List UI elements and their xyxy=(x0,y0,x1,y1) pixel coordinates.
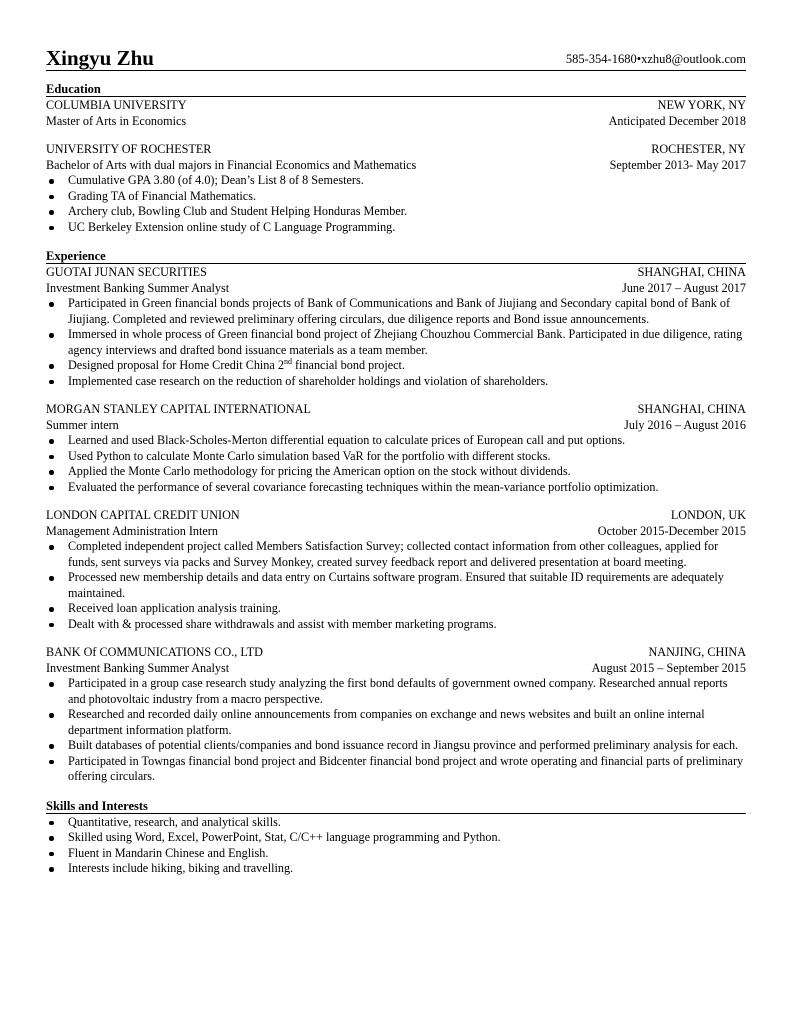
institution-name: COLUMBIA UNIVERSITY xyxy=(46,98,187,112)
bullet-item: Participated in a group case research study analyzing the first bond defaults of government owned company. Researched annual reports and photovoltaic industry from a macro perspective. xyxy=(46,676,746,707)
job-title: Management Administration Intern xyxy=(46,523,218,538)
bullet-icon xyxy=(49,210,54,215)
bullet-icon xyxy=(49,713,54,718)
bullet-item: Researched and recorded daily online announcements from companies on exchange and news websites and built an online internal department information platform. xyxy=(46,707,746,738)
experience-entry xyxy=(46,645,746,785)
bullet-icon xyxy=(49,302,54,307)
bullet-list xyxy=(46,676,746,785)
resume-page xyxy=(46,46,746,877)
location: SHANGHAI, CHINA xyxy=(637,265,746,279)
experience-section xyxy=(46,249,746,785)
bullet-icon xyxy=(49,867,54,872)
section-divider xyxy=(46,96,746,97)
location: NEW YORK, NY xyxy=(657,98,746,112)
header-divider xyxy=(46,70,746,71)
bullet-list xyxy=(46,296,746,389)
bullet-item: Grading TA of Financial Mathematics. xyxy=(46,189,746,205)
education-section xyxy=(46,82,746,235)
bullet-icon xyxy=(49,760,54,765)
section-title: Skills and Interests xyxy=(46,798,148,813)
bullet-item: Processed new membership details and data entry on Curtains software program. Ensured that suitable ID requirements are adequately maintained. xyxy=(46,570,746,601)
company-name: LONDON CAPITAL CREDIT UNION xyxy=(46,508,240,522)
job-title: Investment Banking Summer Analyst xyxy=(46,280,230,295)
company-name: GUOTAI JUNAN SECURITIES xyxy=(46,265,207,279)
location: ROCHESTER, NY xyxy=(651,142,746,156)
bullet-icon xyxy=(49,455,54,460)
bullet-icon xyxy=(49,470,54,475)
bullet-icon xyxy=(49,439,54,444)
education-entry xyxy=(46,98,746,129)
candidate-name: Xingyu Zhu xyxy=(46,46,154,70)
section-divider xyxy=(46,813,746,814)
degree: Bachelor of Arts with dual majors in Financial Economics and Mathematics xyxy=(46,157,417,172)
bullet-icon xyxy=(49,364,54,369)
bullet-icon xyxy=(49,226,54,231)
bullet-item: Participated in Towngas financial bond project and Bidcenter financial bond project and wrote operating and financial parts of preliminary offering circulars. xyxy=(46,754,746,785)
bullet-list xyxy=(46,539,746,632)
section-title: Experience xyxy=(46,249,106,263)
experience-entry xyxy=(46,265,746,389)
bullet-icon xyxy=(49,821,54,826)
location: SHANGHAI, CHINA xyxy=(637,402,746,416)
bullet-item: Immersed in whole process of Green financial bond project of Zhejiang Chouzhou Commercial Bank. Participated in due diligence, rating agency interviews and drafted bond issuance materials as a team member. xyxy=(46,327,746,358)
skills-section xyxy=(46,799,746,877)
date-range: Anticipated December 2018 xyxy=(608,113,746,128)
bullet-icon xyxy=(49,380,54,385)
date-range: June 2017 – August 2017 xyxy=(622,280,746,295)
bullet-icon xyxy=(49,333,54,338)
job-title: Investment Banking Summer Analyst xyxy=(46,660,230,675)
resume-header xyxy=(46,46,746,70)
bullet-item: Participated in Green financial bonds projects of Bank of Communications and Bank of Jiujiang and Secondary capital bond of Bank of Jiujiang. Completed and reviewed preliminary offering circulars, due diligence reports and Bond issue announcements. xyxy=(46,296,746,327)
location: NANJING, CHINA xyxy=(648,645,746,659)
experience-entry xyxy=(46,508,746,632)
bullet-item: Received loan application analysis training. xyxy=(46,601,746,617)
company-name: BANK Of COMMUNICATIONS CO., LTD xyxy=(46,645,263,659)
date-range: October 2015-December 2015 xyxy=(597,523,746,538)
bullet-icon xyxy=(49,836,54,841)
bullet-icon xyxy=(49,179,54,184)
bullet-icon xyxy=(49,576,54,581)
bullet-item: Designed proposal for Home Credit China 2nd financial bond project. xyxy=(46,358,746,374)
degree: Master of Arts in Economics xyxy=(46,113,187,128)
date-range: July 2016 – August 2016 xyxy=(624,417,746,432)
bullet-item: Completed independent project called Members Satisfaction Survey; collected contact information from other colleagues, applied for funds, sent surveys via packs and Survey Monkey, created survey feedback report and delivered presentation at board meeting. xyxy=(46,539,746,570)
bullet-item: Learned and used Black-Scholes-Merton differential equation to calculate prices of European call and put options. xyxy=(46,433,746,449)
bullet-icon xyxy=(49,195,54,200)
job-title: Summer intern xyxy=(46,417,119,432)
bullet-item: Archery club, Bowling Club and Student Helping Honduras Member. xyxy=(46,204,746,220)
bullet-item: UC Berkeley Extension online study of C Language Programming. xyxy=(46,220,746,236)
bullet-item: Fluent in Mandarin Chinese and English. xyxy=(46,846,746,862)
bullet-item: Built databases of potential clients/companies and bond issuance record in Jiangsu province and performed preliminary analysis for each. xyxy=(46,738,746,754)
bullet-icon xyxy=(49,545,54,550)
bullet-item: Applied the Monte Carlo methodology for pricing the American option on the stock without dividends. xyxy=(46,464,746,480)
bullet-icon xyxy=(49,623,54,628)
experience-entry xyxy=(46,402,746,495)
bullet-item: Evaluated the performance of several covariance forecasting techniques within the mean-variance portfolio optimization. xyxy=(46,480,746,496)
bullet-item: Quantitative, research, and analytical skills. xyxy=(46,815,746,831)
date-range: September 2013- May 2017 xyxy=(609,157,746,172)
institution-name: UNIVERSITY OF ROCHESTER xyxy=(46,142,212,156)
bullet-item: Skilled using Word, Excel, PowerPoint, Stat, C/C++ language programming and Python. xyxy=(46,830,746,846)
bullet-icon xyxy=(49,744,54,749)
section-title: Education xyxy=(46,82,101,96)
section-divider xyxy=(46,263,746,264)
date-range: August 2015 – September 2015 xyxy=(591,660,746,675)
bullet-item: Interests include hiking, biking and travelling. xyxy=(46,861,746,877)
bullet-list xyxy=(46,433,746,495)
contact-info: 585-354-1680•xzhu8@outlook.com xyxy=(565,52,746,66)
bullet-icon xyxy=(49,682,54,687)
bullet-icon xyxy=(49,486,54,491)
bullet-icon xyxy=(49,607,54,612)
bullet-item: Implemented case research on the reduction of shareholder holdings and violation of shareholders. xyxy=(46,374,746,390)
bullet-item: Dealt with & processed share withdrawals and assist with member marketing programs. xyxy=(46,617,746,633)
bullet-item: Used Python to calculate Monte Carlo simulation based VaR for the portfolio with different stocks. xyxy=(46,449,746,465)
education-entry xyxy=(46,142,746,235)
company-name: MORGAN STANLEY CAPITAL INTERNATIONAL xyxy=(46,402,311,416)
bullet-list xyxy=(46,173,746,235)
bullet-list xyxy=(46,815,746,877)
bullet-icon xyxy=(49,852,54,857)
bullet-item: Cumulative GPA 3.80 (of 4.0); Dean’s List 8 of 8 Semesters. xyxy=(46,173,746,189)
location: LONDON, UK xyxy=(670,508,746,522)
